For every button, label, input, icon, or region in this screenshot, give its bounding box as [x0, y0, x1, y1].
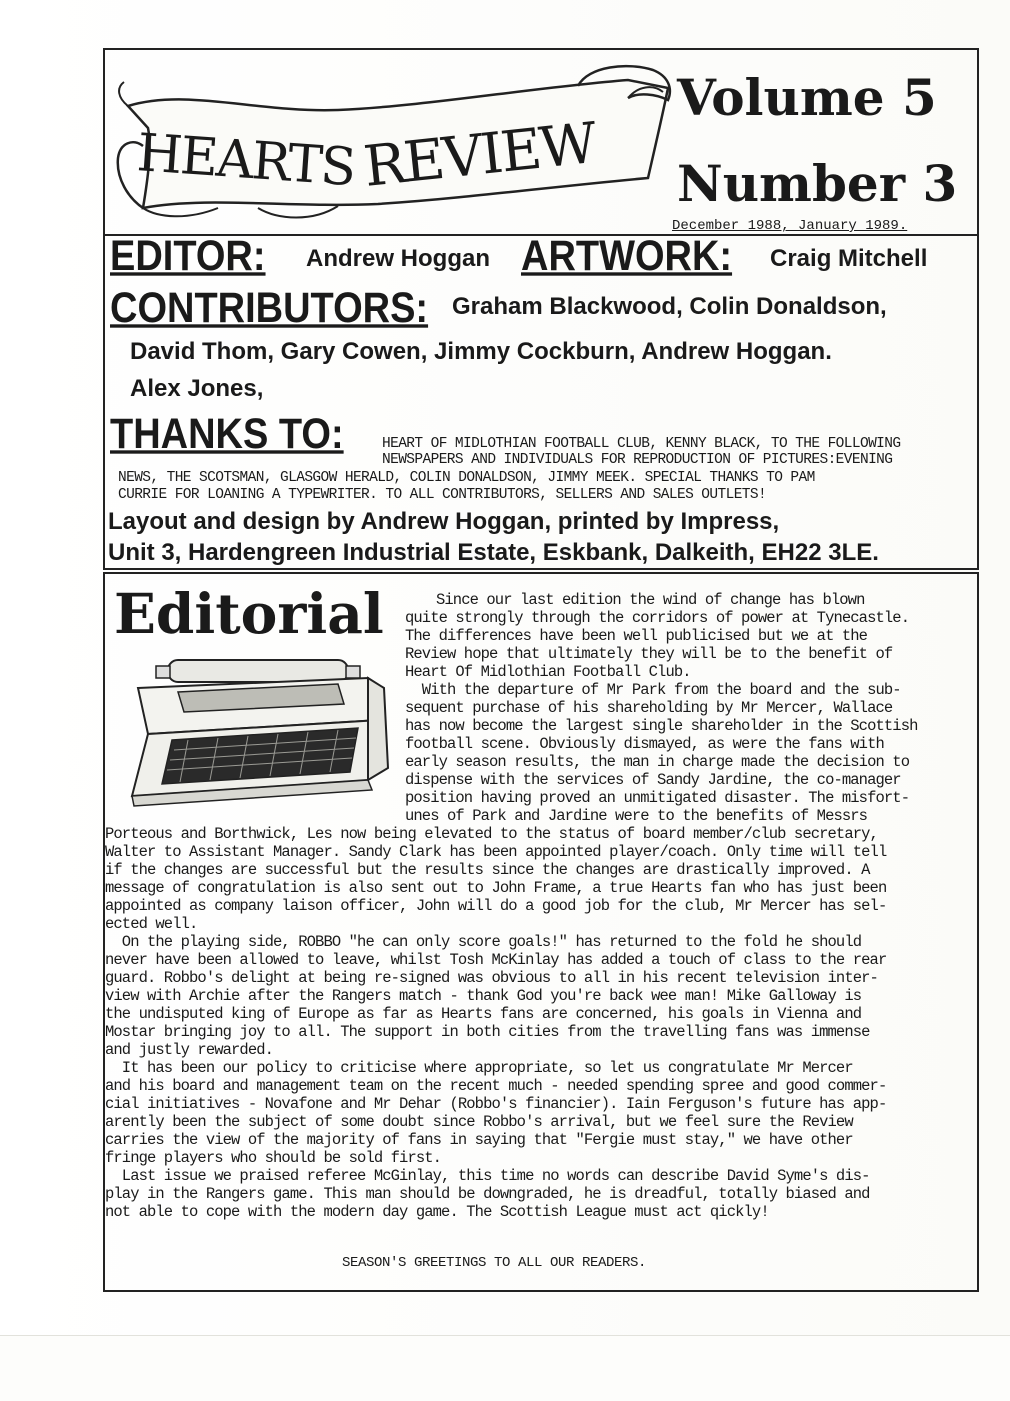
editorial-title: Editorial [114, 581, 384, 646]
thanks-label: THANKS TO: [110, 411, 344, 459]
editor-label: EDITOR: [110, 233, 266, 281]
editorial-col-line: Since our last edition the wind of change has blown [436, 591, 865, 609]
editorial-col-line: The differences have been well publicised but we at the [405, 627, 868, 645]
editorial-line: On the playing side, ROBBO "he can only score goals!" has returned to the fold he should [105, 933, 862, 951]
editorial-line: and his board and management team on the recent much - needed spending spree and good commer- [105, 1077, 887, 1095]
editorial-col-line: position having proved an unmitigated disaster. The misfort- [405, 789, 910, 807]
logo-word-review: REVIEW [360, 111, 599, 200]
thanks-line-3: NEWS, THE SCOTSMAN, GLASGOW HERALD, COLIN DONALDSON, JIMMY MEEK. SPECIAL THANKS TO PAM [118, 470, 815, 486]
editorial-signoff: SEASON'S GREETINGS TO ALL OUR READERS. [342, 1255, 647, 1271]
editorial-line: play in the Rangers game. This man should be downgraded, he is dreadful, totally biased and [105, 1185, 870, 1203]
editorial-col-line: has now become the largest single shareholder in the Scottish [405, 717, 918, 735]
editorial-line: appointed as company laison officer, John will do a good job for the club, Mr Mercer has sel- [105, 897, 887, 915]
contributors-line-2: David Thom, Gary Cowen, Jimmy Cockburn, Andrew Hoggan. [130, 338, 832, 365]
logo-word-hearts: HEARTS [135, 123, 357, 199]
issue-date: December 1988, January 1989. [672, 218, 908, 234]
editorial-line: if the changes are successful but the results since the changes are drastically improved. A [105, 861, 870, 879]
thanks-line-2: NEWSPAPERS AND INDIVIDUALS FOR REPRODUCTION OF PICTURES:EVENING [382, 452, 893, 468]
editorial-line: It has been our policy to criticise where appropriate, so let us congratulate Mr Mercer [105, 1059, 853, 1077]
editorial-line: view with Archie after the Rangers match - thank God you're back wee man! Mike Galloway is [105, 987, 862, 1005]
editorial-col-line: football scene. Obviously dismayed, as were the fans with [405, 735, 884, 753]
editorial-line: Porteous and Borthwick, Les now being elevated to the status of board member/club secretary, [105, 825, 878, 843]
artwork-label: ARTWORK: [521, 233, 733, 281]
issue-number: Number 3 [677, 154, 958, 213]
layout-credit-line-2: Unit 3, Hardengreen Industrial Estate, Eskbank, Dalkeith, EH22 3LE. [108, 539, 879, 566]
contributors-line-1: Graham Blackwood, Colin Donaldson, [452, 293, 887, 320]
page-bottom-margin [0, 1335, 1010, 1401]
editorial-line: Walter to Assistant Manager. Sandy Clark has been appointed player/coach. Only time will tell [105, 843, 887, 861]
volume-number: Volume 5 [677, 68, 937, 127]
thanks-line-4: CURRIE FOR LOANING A TYPEWRITER. TO ALL CONTRIBUTORS, SELLERS AND SALES OUTLETS! [118, 487, 767, 503]
editor-name: Andrew Hoggan [306, 245, 490, 272]
editorial-line: Mostar bringing joy to all. The support in both cities from the travelling fans was immense [105, 1023, 870, 1041]
editorial-line: fringe players who should be sold first. [105, 1149, 442, 1167]
editorial-line: not able to cope with the modern day game. The Scottish League must act qickly! [105, 1203, 769, 1221]
thanks-line-1: HEART OF MIDLOTHIAN FOOTBALL CLUB, KENNY BLACK, TO THE FOLLOWING [382, 436, 901, 452]
editorial-col-line: quite strongly through the corridors of power at Tynecastle. [405, 609, 910, 627]
editorial-col-line: Heart Of Midlothian Football Club. [405, 663, 691, 681]
editorial-line: never have been allowed to leave, whilst Tosh McKinlay has added a touch of class to the rear [105, 951, 887, 969]
editorial-col-line: sequent purchase of his shareholding by Mr Mercer, Wallace [405, 699, 893, 717]
editorial-col-line: Review hope that ultimately they will be to the benefit of [405, 645, 893, 663]
editorial-line: cial initiatives - Novafone and Mr Dehar (Robbo's financier). Iain Ferguson's future has app- [105, 1095, 887, 1113]
editorial-col-line: early season results, the man in charge made the decision to [405, 753, 910, 771]
editorial-line: arently been the subject of some doubt since Robbo's arrival, but we feel sure the Review [105, 1113, 853, 1131]
editorial-col-line: unes of Park and Jardine were to the benefits of Messrs [405, 807, 868, 825]
artwork-name: Craig Mitchell [770, 245, 928, 272]
editorial-line: ected well. [105, 915, 198, 933]
editorial-line: Last issue we praised referee McGinlay, this time no words can describe David Syme's dis- [105, 1167, 870, 1185]
layout-credit-line-1: Layout and design by Andrew Hoggan, printed by Impress, [108, 508, 780, 535]
hearts-review-banner-logo [108, 58, 683, 226]
editorial-line: the undisputed king of Europe as far as Hearts fans are concerned, his goals in Vienna and [105, 1005, 862, 1023]
contributors-label: CONTRIBUTORS: [110, 285, 429, 333]
editorial-col-line: With the departure of Mr Park from the board and the sub- [405, 681, 901, 699]
typewriter-illustration [118, 648, 390, 818]
editorial-line: carries the view of the majority of fans in saying that "Fergie must stay," we have other [105, 1131, 853, 1149]
contributors-line-3: Alex Jones, [130, 375, 264, 402]
editorial-line: guard. Robbo's delight at being re-signed was obvious to all in his recent television inter- [105, 969, 878, 987]
editorial-line: message of congratulation is also sent out to John Frame, a true Hearts fan who has just been [105, 879, 887, 897]
editorial-line: and justly rewarded. [105, 1041, 274, 1059]
editorial-col-line: dispense with the services of Sandy Jardine, the co-manager [405, 771, 901, 789]
